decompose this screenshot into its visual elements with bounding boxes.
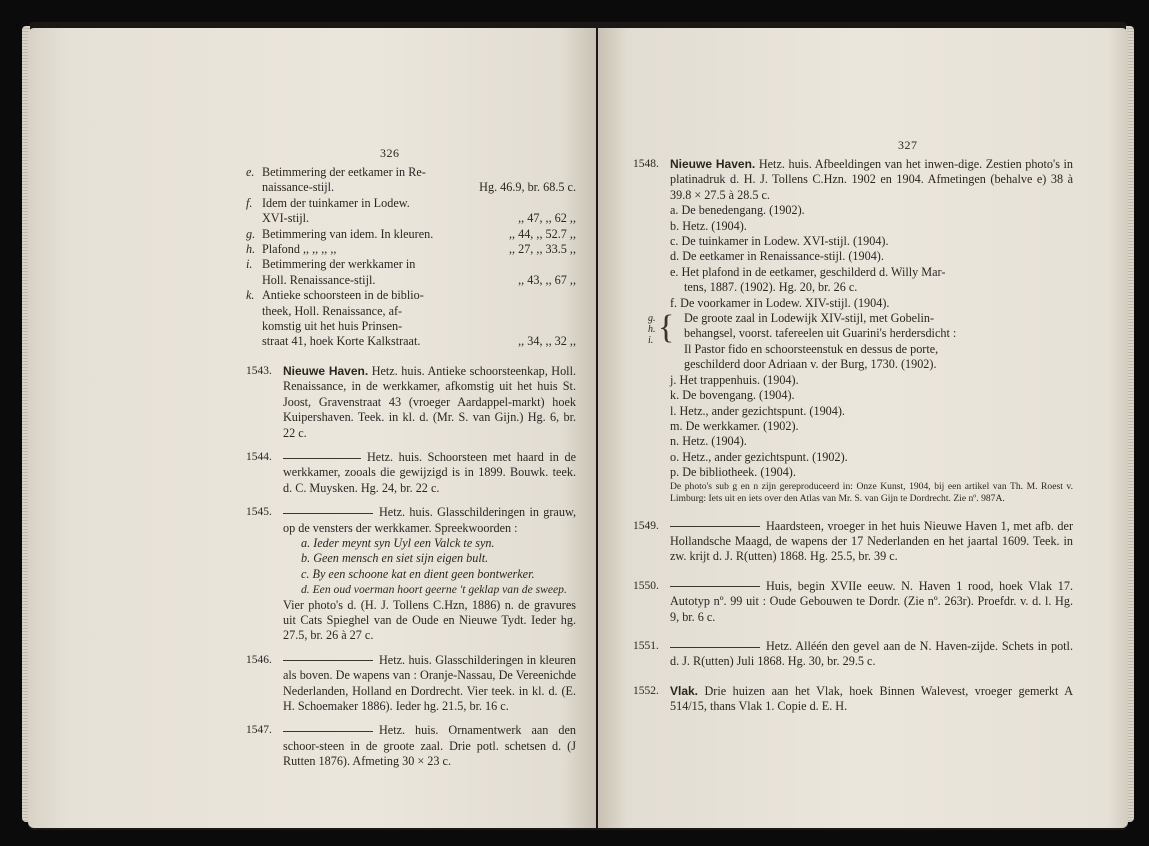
ditto-dash xyxy=(670,647,760,648)
entry-1550: 1550. Huis, begin XVIIe eeuw. N. Haven 1 rood, hoek Vlak 17. Autotyp nº. 99 uit : Oude Gebouwen te Dordr. (Zie nº. 263r). Proefdr. v. d. l. Hg. 9, br. 6 c. xyxy=(633,578,1073,624)
photo-item-m: m. De werkkamer. (1902). xyxy=(670,418,799,433)
left-page-column xyxy=(246,165,576,770)
page-number-left: 326 xyxy=(380,146,400,160)
entry-1551: 1551. Hetz. Alléén den gevel aan de N. Haven-zijde. Schets in potl. d. J. R(utten) Juli 1868. Hg. 30, br. 29.5 c. xyxy=(633,638,1073,669)
photo-item-l: l. Hetz., ander gezichtspunt. (1904). xyxy=(670,403,845,418)
photo-item-d: d. De eetkamer in Renaissance-stijl. (1904). xyxy=(670,249,884,264)
entry-1545: 1545. Hetz. huis. Glasschilderingen in grauw, op de vensters der werkkamer. Spreekwoorden : a. Ieder meynt syn Uyl een Valck te syn. b. Geen mensch en siet sijn eigen bult. c. By een schoone kat en dient geen bontwerker. d. Een oud voerman hoort geerne 't geklap van de sweep. Vier photo's d. (H. J. Tollens C.Hzn, 1886) n. de gravures uit Cats Spieghel van de Oude en Nieuwe Tydt. Ieder hg. 27.5, br. 26 à 27 c. xyxy=(246,505,576,643)
photo-item-a: a. De benedengang. (1902). xyxy=(670,203,805,218)
ditto-dash xyxy=(283,513,373,514)
proverb-b: b. Geen mensch en siet sijn eigen bult. xyxy=(301,551,489,566)
item-k: k. Antieke schoorsteen in de biblio- theek, Holl. Renaissance, af- komstig uit het huis Prinsen- straat 41, hoek Korte Kalkstraat. ,, 34, ,, 32 ,, xyxy=(246,288,576,349)
photo-item-b: b. Hetz. (1904). xyxy=(670,218,747,233)
photo-item-p: p. De bibliotheek. (1904). xyxy=(670,465,796,480)
ditto-dash xyxy=(670,586,760,587)
item-i: i. Betimmering der werkkamer in Holl. Renaissance-stijl. ,, 43, ,, 67 ,, xyxy=(246,257,576,287)
photo-item-j: j. Het trappenhuis. (1904). xyxy=(670,372,799,387)
photo-item-f: f. De voorkamer in Lodew. XIV-stijl. (1904). xyxy=(670,295,890,310)
ditto-dash xyxy=(283,731,373,732)
book-spread xyxy=(28,22,1128,830)
entry-1545-tail: Vier photo's d. (H. J. Tollens C.Hzn, 1886) n. de gravures uit Cats Spieghel van de Oude en Nieuwe Tydt. Ieder hg. 27.5, br. 26 à 27 c. xyxy=(283,597,576,643)
photo-item-o: o. Hetz., ander gezichtspunt. (1902). xyxy=(670,449,848,464)
photo-item-e-cont: tens, 1887. (1902). Hg. 20, br. 26 c. xyxy=(684,280,858,295)
right-page xyxy=(598,28,1128,828)
photo-item-n: n. Hetz. (1904). xyxy=(670,434,747,449)
proverb-c: c. By een schoone kat en dient geen bontwerker. xyxy=(301,566,535,581)
photo-item-c: c. De tuinkamer in Lodew. XVI-stijl. (1904). xyxy=(670,234,889,249)
photo-item-e: e. Het plafond in de eetkamer, geschilderd d. Willy Mar- xyxy=(670,264,946,279)
entry-1552: 1552. Vlak. Drie huizen aan het Vlak, hoek Binnen Walevest, vroeger gemerkt A 514/15, thans Vlak 1. Copie d. E. H. xyxy=(633,683,1073,714)
curly-bracket: { xyxy=(658,309,675,347)
entry-1543: 1543. Nieuwe Haven. Hetz. huis. Antieke schoorsteenkap, Holl. Renaissance, in de werkkamer, afkomstig uit het huis St. Joost, Gravenstraat 43 (vroeger Aardappel-markt) hoek Kuipershaven. Teek. in kl. d. (Mr. S. van Gijn.) Hg. 6, br. 22 c. xyxy=(246,363,577,440)
item-e: e. Betimmering der eetkamer in Re- naissance-stijl. Hg. 46.9, br. 68.5 c. xyxy=(246,165,576,195)
proverb-d: d. Een oud voerman hoort geerne 't geklap van de sweep. xyxy=(301,583,567,597)
left-page xyxy=(28,28,596,828)
proverb-a: a. Ieder meynt syn Uyl een Valck te syn. xyxy=(301,535,495,550)
entry-1549: 1549. Haardsteen, vroeger in het huis Nieuwe Haven 1, met afb. der Hollandsche Maagd, de wapens der 17 Nederlanden en het jaartal 1609. Teek. in zw. krijt d. J. R(utten) 1868. Hg. 25.5, br. 39 c. xyxy=(633,518,1073,564)
dimension: Hg. 46.9, br. 68.5 c. xyxy=(479,180,576,195)
ditto-dash xyxy=(283,458,361,459)
ditto-dash xyxy=(670,526,760,527)
item-h: h. Plafond ,, ,, ,, ,, ,, 27, ,, 33.5 ,, xyxy=(246,242,576,257)
entry-1544: 1544. Hetz. huis. Schoorsteen met haard in de werkkamer, zooals die gewijzigd is in 1899. Bouwk. teek. d. C. Muysken. Hg. 24, br. 22 c. xyxy=(246,449,576,495)
entry-1548: 1548. Nieuwe Haven. Hetz. huis. Afbeeldingen van het inwen-dige. Zestien photo's in platinadruk d. H. J. Tollens C.Hzn. 1902 en 1904. Afmetingen (behalve e) 38 à 39.8 × 27.5 à 28.5 c. a. De benedengang. (1902). b. Hetz. (1904). c. De tuinkamer in Lodew. XVI-stijl. (1904). d. De eetkamer in Renaissance-stijl. (1904). e. Het plafond in de eetkamer, geschilderd d. Willy Mar- tens, 1887. (1902). Hg. 20, br. 26 c. f. De voorkamer in Lodew. XIV-stijl. (1904). g. h. i. { De groote zaal in Lodewijk XIV-stijl, met Gobelin- behangsel, voorst. tafereelen uit Guarini's herdersdicht : Il Pastor fido en schoorsteenstuk en dessus de porte, geschilderd door Adriaan v. der Burg, 1730. (1902). j. Het trappenhuis. (1904). k. De bovengang. (1904). l. Hetz., ander gezichtspunt. (1904). m. De werkkamer. (1902). n. Hetz. (1904). o. Hetz., ander gezichtspunt. (1902). p. De bibliotheek. (1904). De photo's sub g en n zijn gereproduceerd in: Onze Kunst, 1904, bij een artikel van Th. M. Roest v. Limburg: Iets uit en iets over den Atlas van Mr. S. van Gijn te Dordrecht. Zie nº. 987A. xyxy=(633,157,1074,504)
page-number-right: 327 xyxy=(898,138,918,152)
reproduction-note: De photo's sub g en n zijn gereproduceerd in: Onze Kunst, 1904, bij een artikel van Th. M. Roest v. Limburg: Iets uit en iets over den Atlas van Mr. S. van Gijn te Dordrecht. Zie nº. 987A. xyxy=(670,480,1073,504)
entry-1547: 1547. Hetz. huis. Ornamentwerk aan den schoor-steen in de groote zaal. Drie potl. schetsen d. (J Rutten 1876). Afmeting 30 × 23 c. xyxy=(246,723,576,769)
ditto-dash xyxy=(283,660,373,661)
right-page-column xyxy=(633,157,1073,715)
photo-group-ghi: g. h. i. { De groote zaal in Lodewijk XIV-stijl, met Gobelin- behangsel, voorst. tafereelen uit Guarini's herdersdicht : Il Pastor fido en schoorsteenstuk en dessus de porte, geschilderd door Adriaan v. der Burg, 1730. (1902). xyxy=(648,309,957,372)
entry-1546: 1546. Hetz. huis. Glasschilderingen in kleuren als boven. De wapens van : Oranje-Nassau, De Vereenichde Nederlanden, Holland en Dordrecht. Vier teek. in kl. d. (E. H. Schoemaker 1886). Ieder hg. 21.5, br. 16 c. xyxy=(246,652,576,713)
item-f: f. Idem der tuinkamer in Lodew. XVI-stijl. ,, 47, ,, 62 ,, xyxy=(246,195,576,226)
photo-item-k: k. De bovengang. (1904). xyxy=(670,388,795,403)
bracket-letters: g. h. i. xyxy=(648,313,656,347)
item-g: g. Betimmering van idem. In kleuren. ,, 44, ,, 52.7 ,, xyxy=(246,226,576,241)
